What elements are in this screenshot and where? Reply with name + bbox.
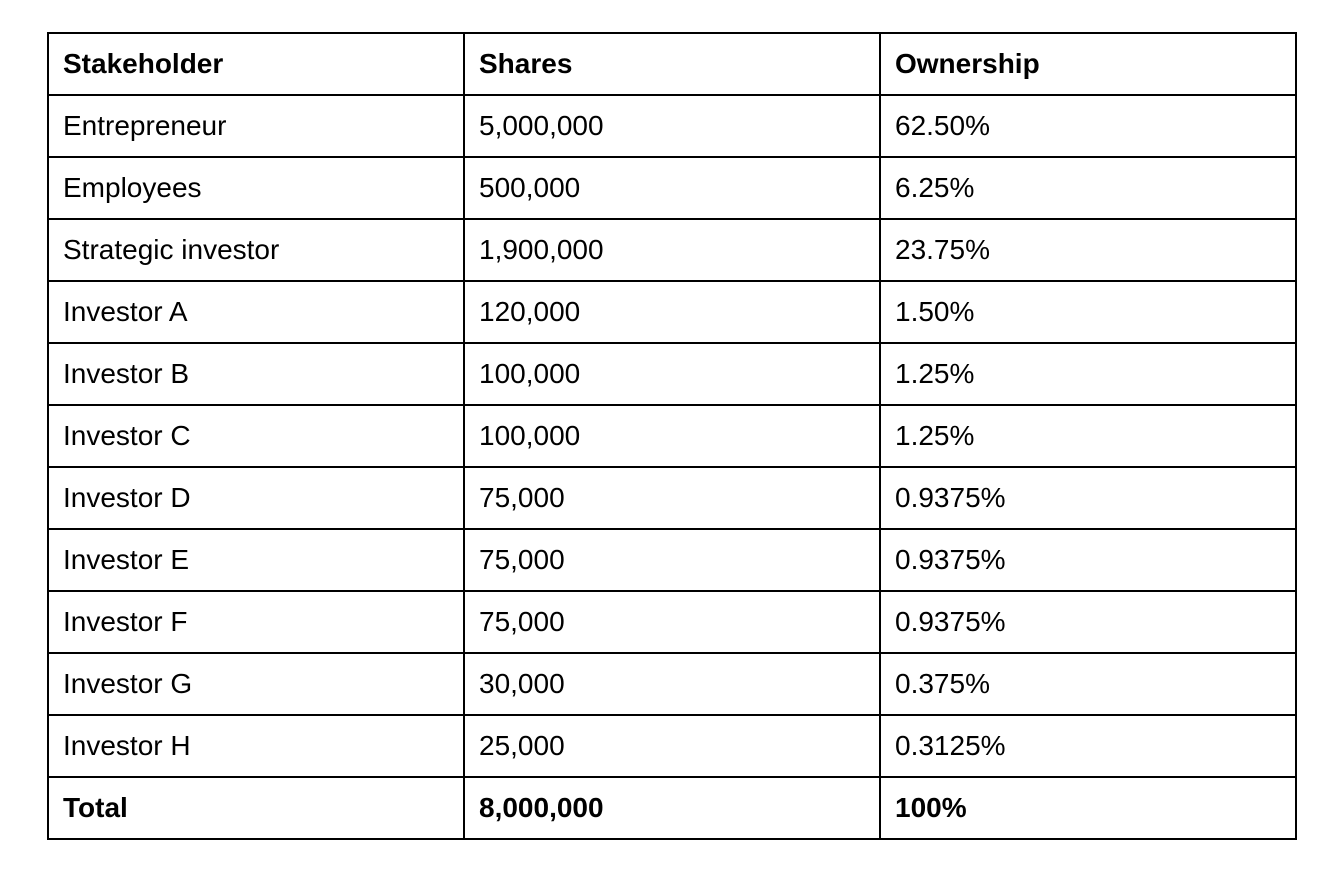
shares-cell: 75,000 [464,467,880,529]
ownership-cell: 23.75% [880,219,1296,281]
total-label-cell: Total [48,777,464,839]
table-row [48,715,1296,777]
table-row [48,281,1296,343]
header-stakeholder: Stakeholder [48,33,464,95]
cap-table [47,32,1297,840]
stakeholder-cell: Investor D [48,467,464,529]
stakeholder-cell: Strategic investor [48,219,464,281]
stakeholder-cell: Investor G [48,653,464,715]
shares-cell: 100,000 [464,343,880,405]
ownership-cell: 1.25% [880,343,1296,405]
shares-cell: 30,000 [464,653,880,715]
stakeholder-cell: Investor F [48,591,464,653]
shares-cell: 100,000 [464,405,880,467]
total-ownership-cell: 100% [880,777,1296,839]
table-header-row [48,33,1296,95]
stakeholder-cell: Investor E [48,529,464,591]
table-row [48,529,1296,591]
shares-cell: 75,000 [464,529,880,591]
ownership-cell: 0.9375% [880,467,1296,529]
stakeholder-cell: Investor C [48,405,464,467]
ownership-cell: 0.9375% [880,529,1296,591]
ownership-cell: 0.9375% [880,591,1296,653]
ownership-cell: 1.50% [880,281,1296,343]
shares-cell: 120,000 [464,281,880,343]
stakeholder-cell: Entrepreneur [48,95,464,157]
total-row [48,777,1296,839]
table-row [48,405,1296,467]
table-row [48,157,1296,219]
shares-cell: 500,000 [464,157,880,219]
stakeholder-cell: Investor B [48,343,464,405]
table-row [48,95,1296,157]
stakeholder-cell: Investor A [48,281,464,343]
table-row [48,343,1296,405]
table-row [48,653,1296,715]
table-row [48,467,1296,529]
ownership-cell: 1.25% [880,405,1296,467]
total-shares-cell: 8,000,000 [464,777,880,839]
header-shares: Shares [464,33,880,95]
ownership-cell: 0.3125% [880,715,1296,777]
stakeholder-cell: Investor H [48,715,464,777]
ownership-cell: 62.50% [880,95,1296,157]
shares-cell: 5,000,000 [464,95,880,157]
ownership-cell: 6.25% [880,157,1296,219]
table-row [48,591,1296,653]
ownership-cell: 0.375% [880,653,1296,715]
header-ownership: Ownership [880,33,1296,95]
shares-cell: 1,900,000 [464,219,880,281]
shares-cell: 25,000 [464,715,880,777]
stakeholder-cell: Employees [48,157,464,219]
shares-cell: 75,000 [464,591,880,653]
table-row [48,219,1296,281]
